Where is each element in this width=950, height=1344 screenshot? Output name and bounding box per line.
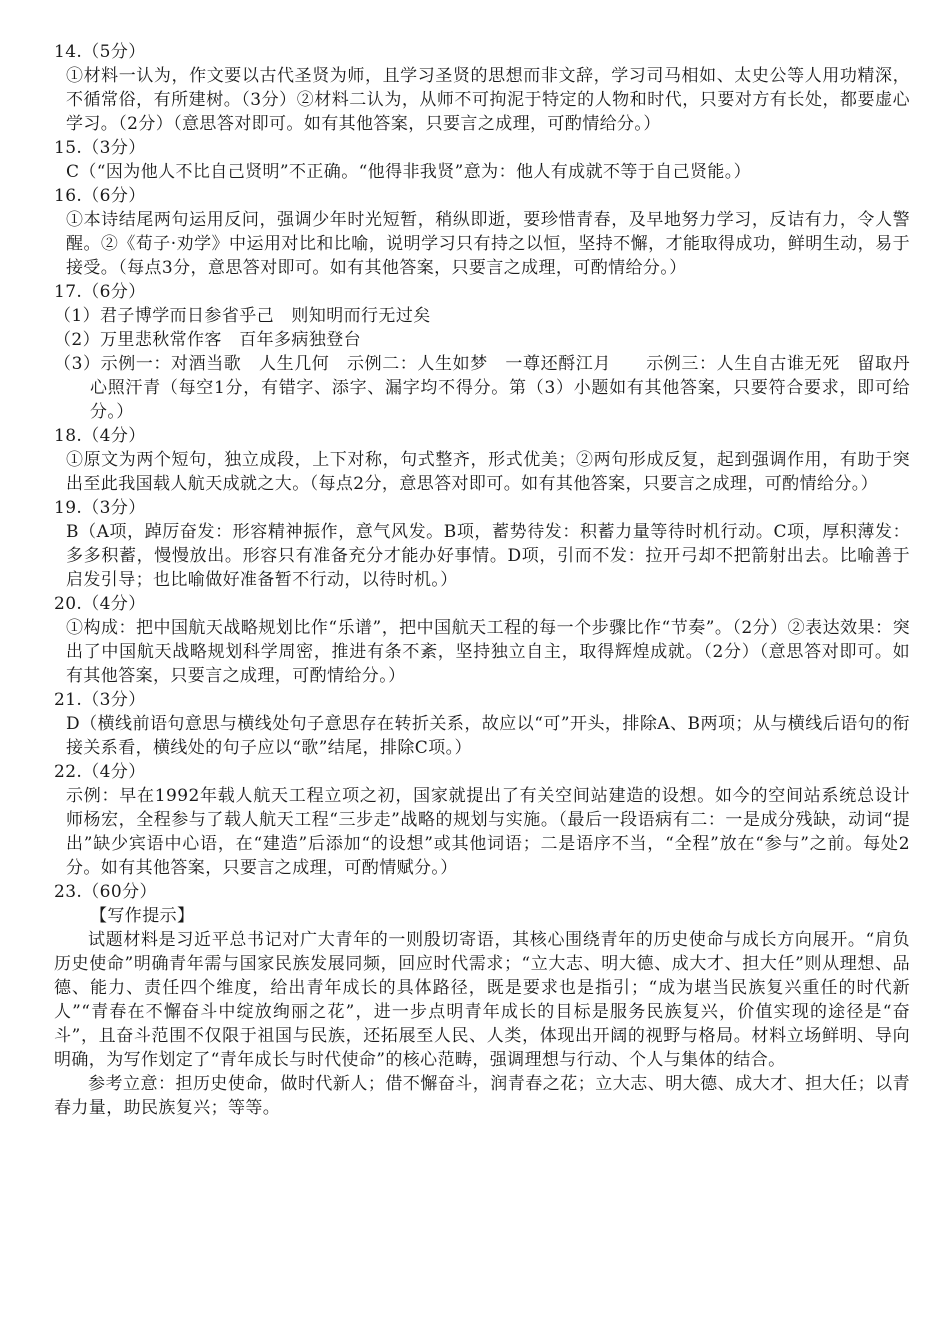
answer-21 — [54, 688, 910, 760]
answer-text: B（A项，踔厉奋发：形容精神振作，意气风发。B项，蓄势待发：积蓄力量等待时机行动。C项，厚积薄发：多多积蓄，慢慢放出。形容只有准备充分才能办好事情。D项，引而不发：拉开弓却不把箭射出去。比喻善于启发引导；也比喻做好准备暂不行动，以待时机。） — [66, 522, 910, 590]
question-heading: 23.（60分） — [54, 882, 157, 902]
question-heading: 17.（6分） — [54, 282, 146, 302]
question-heading: 15.（3分） — [54, 138, 146, 158]
question-heading: 22.（4分） — [54, 762, 146, 782]
answer-subitem: （1）君子博学而日参省乎己 则知明而行无过矣 — [54, 306, 431, 326]
writing-tip-title: 【写作提示】 — [90, 906, 195, 926]
question-heading: 18.（4分） — [54, 426, 146, 446]
answer-17 — [54, 280, 910, 424]
answer-key-page — [54, 40, 910, 1120]
answer-19 — [54, 496, 910, 592]
answer-subitem: （3）示例一：对酒当歌 人生几何 示例二：人生如梦 一尊还酹江月 示例三：人生自古谁无死 留取丹心照汗青（每空1分，有错字、添字、漏字均不得分。第（3）小题如有其他答案，只要符合要求，即可给分。） — [54, 354, 910, 422]
question-heading: 20.（4分） — [54, 594, 146, 614]
writing-tip-text: 试题材料是习近平总书记对广大青年的一则殷切寄语，其核心围绕青年的历史使命与成长方向展开。“肩负历史使命”明确青年需与国家民族发展同频，回应时代需求；“立大志、明大德、成大才、担大任”则从理想、品德、能力、责任四个维度，给出青年成长的具体路径，既是要求也是指引；“成为堪当民族复兴重任的时代新人”“青春在不懈奋斗中绽放绚丽之花”，进一步点明青年成长的目标是服务民族复兴，价值实现的途径是“奋斗”，且奋斗范围不仅限于祖国与民族，还拓展至人民、人类，体现出开阔的视野与格局。材料立场鲜明、导向明确，为写作划定了“青年成长与时代使命”的核心范畴，强调理想与行动、个人与集体的结合。 — [54, 930, 910, 1070]
answer-14 — [54, 40, 910, 136]
answer-text: 示例：早在1992年载人航天工程立项之初，国家就提出了有关空间站建造的设想。如今的空间站系统总设计师杨宏，全程参与了载人航天工程“三步走”战略的规划与实施。（最后一段语病有二：一是成分残缺，动词“提出”缺少宾语中心语，在“建造”后添加“的设想”或其他词语；二是语序不当，“全程”放在“参与”之前。每处2分。如有其他答案，只要言之成理，可酌情赋分。） — [66, 786, 910, 878]
reference-theme-text: 参考立意：担历史使命，做时代新人；借不懈奋斗，润青春之花；立大志、明大德、成大才、担大任；以青春力量，助民族复兴；等等。 — [54, 1074, 910, 1118]
answer-20 — [54, 592, 910, 688]
answer-15 — [54, 136, 910, 184]
answer-16 — [54, 184, 910, 280]
answer-text: D（横线前语句意思与横线处句子意思存在转折关系，故应以“可”开头，排除A、B两项；从与横线后语句的衔接关系看，横线处的句子应以“歌”结尾，排除C项。） — [66, 714, 910, 758]
answer-23 — [54, 880, 910, 1120]
answer-text: ①材料一认为，作文要以古代圣贤为师，且学习圣贤的思想而非文辞，学习司马相如、太史公等人用功精深，不循常俗，有所建树。（3分）②材料二认为，从师不可拘泥于特定的人物和时代，只要对方有长处，都要虚心学习。（2分）（意思答对即可。如有其他答案，只要言之成理，可酌情给分。） — [66, 66, 910, 134]
answer-text: ①本诗结尾两句运用反问，强调少年时光短暂，稍纵即逝，要珍惜青春，及早地努力学习，反诘有力，令人警醒。②《荀子·劝学》中运用对比和比喻，说明学习只有持之以恒，坚持不懈，才能取得成功，鲜明生动，易于接受。（每点3分，意思答对即可。如有其他答案，只要言之成理，可酌情给分。） — [66, 210, 910, 278]
question-heading: 21.（3分） — [54, 690, 146, 710]
question-heading: 16.（6分） — [54, 186, 146, 206]
answer-text: C（“因为他人不比自己贤明”不正确。“他得非我贤”意为：他人有成就不等于自己贤能。） — [66, 162, 752, 182]
answer-subitem: （2）万里悲秋常作客 百年多病独登台 — [54, 330, 362, 350]
question-heading: 14.（5分） — [54, 42, 146, 62]
question-heading: 19.（3分） — [54, 498, 146, 518]
answer-text: ①原文为两个短句，独立成段，上下对称，句式整齐，形式优美；②两句形成反复，起到强调作用，有助于突出至此我国载人航天成就之大。（每点2分，意思答对即可。如有其他答案，只要言之成理，可酌情给分。） — [66, 450, 910, 494]
answer-22 — [54, 760, 910, 880]
answer-18 — [54, 424, 910, 496]
answer-text: ①构成：把中国航天战略规划比作“乐谱”，把中国航天工程的每一个步骤比作“节奏”。（2分）②表达效果：突出了中国航天战略规划科学周密，推进有条不紊，坚持独立自主，取得辉煌成就。（2分）（意思答对即可。如有其他答案，只要言之成理，可酌情给分。） — [66, 618, 910, 686]
